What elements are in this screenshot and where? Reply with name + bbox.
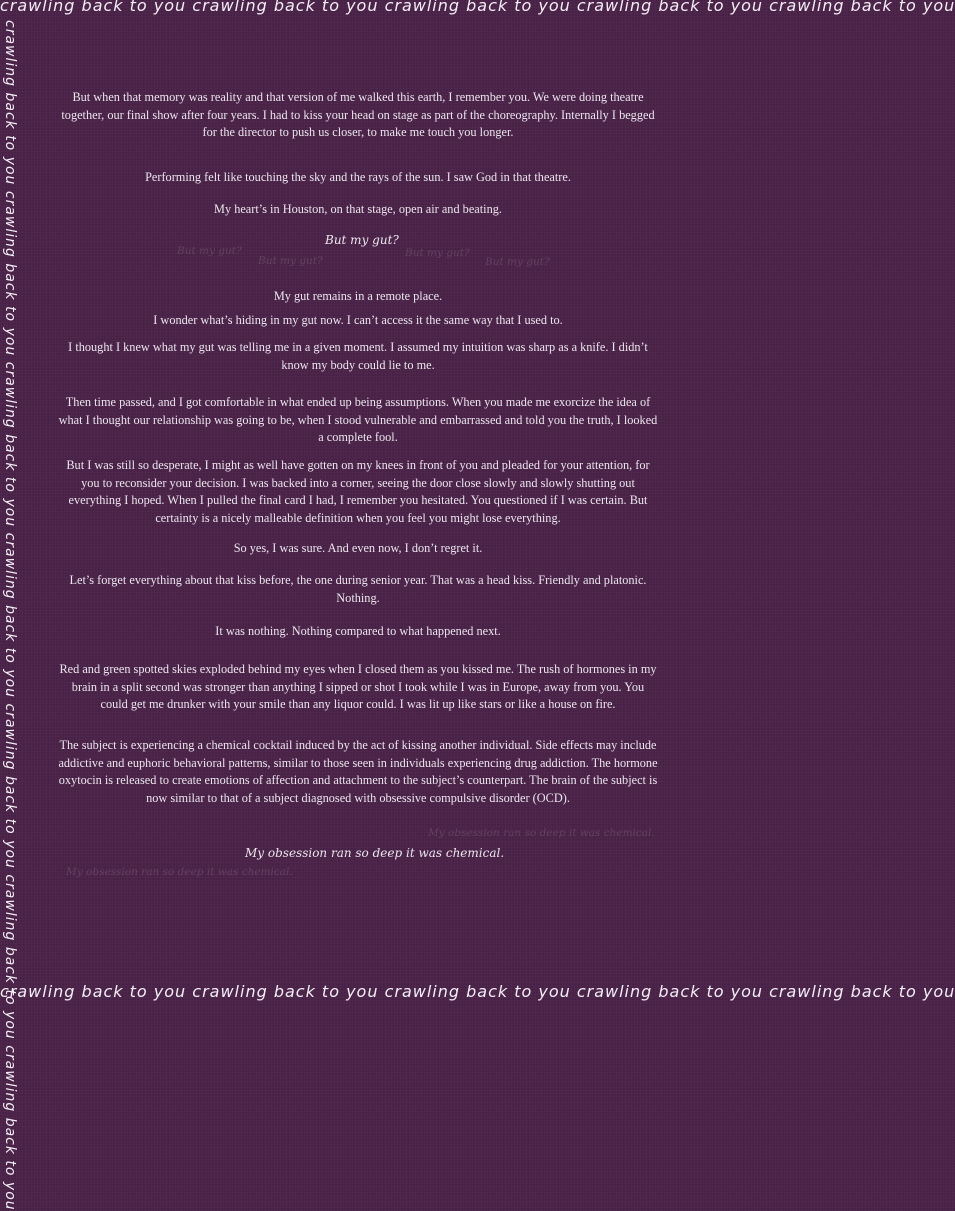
script-line-gut: But my gut? bbox=[325, 233, 399, 247]
paragraph-gut-remains: My gut remains in a remote place. bbox=[273, 289, 443, 303]
border-text-left: crawling back to you crawling back to you crawling back to you crawling back to you crawling back to you crawling back to you crawling back to you bbox=[2, 20, 18, 1211]
paragraph-intuition: I thought I knew what my gut was telling me in a given moment. I assumed my intuition was sharp as a knife. I didn’t know my body could lie to me. bbox=[68, 340, 648, 372]
paragraph-skies: Red and green spotted skies exploded behind my eyes when I closed them as you kissed me. The rush of hormones in my brain in a split second was stronger than anything I sipped or shot I took while I was in Europe, away from you. You could get me drunker with your smile than any liquor could. I was lit up like stars or like a house on fire. bbox=[59, 662, 657, 711]
paragraph-time-passed: Then time passed, and I got comfortable in what ended up being assumptions. When you made me exorcize the idea of what I thought our relationship was going to be, when I stood vulnerable and embarrassed and told you the truth, I looked a complete fool. bbox=[58, 395, 658, 444]
paragraph-forget-kiss: Let’s forget everything about that kiss before, the one during senior year. That was a head kiss. Friendly and platonic. Nothing. bbox=[69, 573, 647, 605]
ghost-line-gut-1: But my gut? bbox=[177, 245, 242, 257]
paragraph-subject: The subject is experiencing a chemical cocktail induced by the act of kissing another individual. Side effects may include addictive and euphoric behavioral patterns, similar to those seen in individuals experiencing drug addiction. The hormone oxytocin is released to create emotions of affection and attachment to the subject’s counterpart. The brain of the subject is now similar to that of a subject diagnosed with obsessive compulsive disorder (OCD). bbox=[58, 738, 658, 805]
paragraph-desperate: But I was still so desperate, I might as well have gotten on my knees in front of you and pleaded for your attention, for you to reconsider your decision. I was backed into a corner, seeing the door close slowly and slowly shutting out everything I hoped. When I pulled the final card I had, I remember you hesitated. You questioned if I was certain. But certainty is a nicely malleable definition when you feel you might lose everything. bbox=[66, 458, 650, 525]
border-text-top: crawling back to you crawling back to you crawling back to you crawling back to you crawling back to you bbox=[0, 0, 955, 15]
ghost-line-gut-4: But my gut? bbox=[485, 256, 550, 268]
ghost-line-obsession-1: My obsession ran so deep it was chemical. bbox=[428, 827, 655, 839]
paragraph-memory: But when that memory was reality and that version of me walked this earth, I remember you. We were doing theatre together, our final show after four years. I had to kiss your head on stage as part of the choreography. Internally I begged for the director to push us closer, to make me touch you longer. bbox=[61, 90, 655, 139]
ghost-line-gut-2: But my gut? bbox=[258, 255, 323, 267]
paragraph-hiding: I wonder what’s hiding in my gut now. I can’t access it the same way that I used to. bbox=[153, 313, 563, 327]
paragraph-houston: My heart’s in Houston, on that stage, open air and beating. bbox=[214, 202, 502, 216]
paragraph-sure: So yes, I was sure. And even now, I don’t regret it. bbox=[233, 541, 483, 555]
ghost-line-gut-3: But my gut? bbox=[405, 247, 470, 259]
paragraph-nothing: It was nothing. Nothing compared to what happened next. bbox=[215, 624, 501, 638]
script-line-obsession: My obsession ran so deep it was chemical. bbox=[245, 846, 505, 860]
border-text-bottom: crawling back to you crawling back to you crawling back to you crawling back to you crawling back to you bbox=[0, 982, 955, 1001]
ghost-line-obsession-2: My obsession ran so deep it was chemical. bbox=[66, 866, 293, 878]
paragraph-performing: Performing felt like touching the sky and the rays of the sun. I saw God in that theatre. bbox=[145, 170, 571, 184]
